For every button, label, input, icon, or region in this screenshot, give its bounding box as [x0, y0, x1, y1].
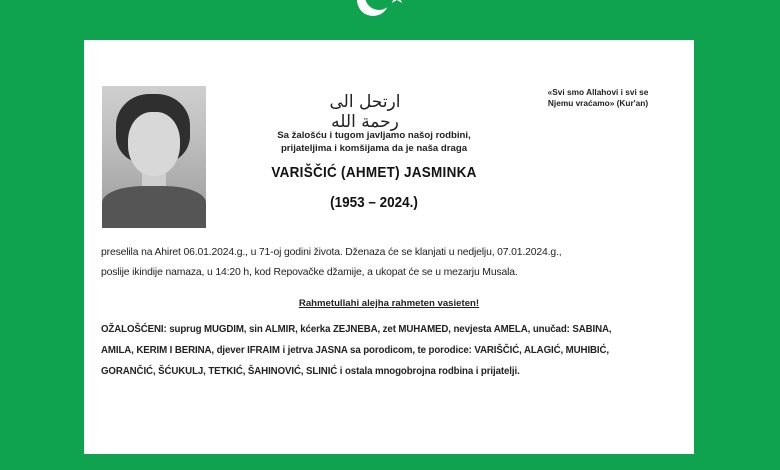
- deceased-photo: [102, 86, 206, 228]
- funeral-announcement: preselila na Ahiret 06.01.2024.g., u 71-oj godini života. Dženaza će se klanjati u nedjelju, 07.01.2024.g., poslije ikindije namaza, u 14:20 h, kod Repovačke džamije, a ukopat će se u mezarju Musala.: [101, 247, 562, 278]
- intro-text: Sa žalošću i tugom javljamo našoj rodbini, prijateljima i komšijama da je naša draga: [277, 130, 471, 154]
- quran-quote: «Svi smo Allahovi i svi se Njemu vraćamo» (Kur'an): [547, 87, 649, 108]
- arabic-calligraphy: ارتحل الى رحمة الله: [329, 92, 401, 132]
- prayer-line: Rahmetullahi alejha rahmeten vasieten!: [298, 298, 480, 309]
- life-years: (1953 – 2024.): [330, 194, 418, 211]
- mourners-list: OŽALOŠĆENI: suprug MUGDIM, sin ALMIR, kćerka ZEJNEBA, zet MUHAMED, nevjesta AMELA, unučad: SABINA, AMILA, KERIM I BERINA, djever IFRAIM i jetrva JASNA sa porodicom, te porodice: VARIŠČIĆ, ALAGIĆ, MUHIBIĆ, GORANČIĆ, ŠĆUKULJ, TETKIĆ, ŠAHINOVIĆ, SLINIĆ i ostala mnogobrojna rodbina i prijatelji.: [101, 324, 612, 377]
- obituary-card: [84, 40, 694, 454]
- deceased-name: VARIŠČIĆ (AHMET) JASMINKA: [271, 164, 477, 181]
- crescent-star-icon: [345, 0, 415, 26]
